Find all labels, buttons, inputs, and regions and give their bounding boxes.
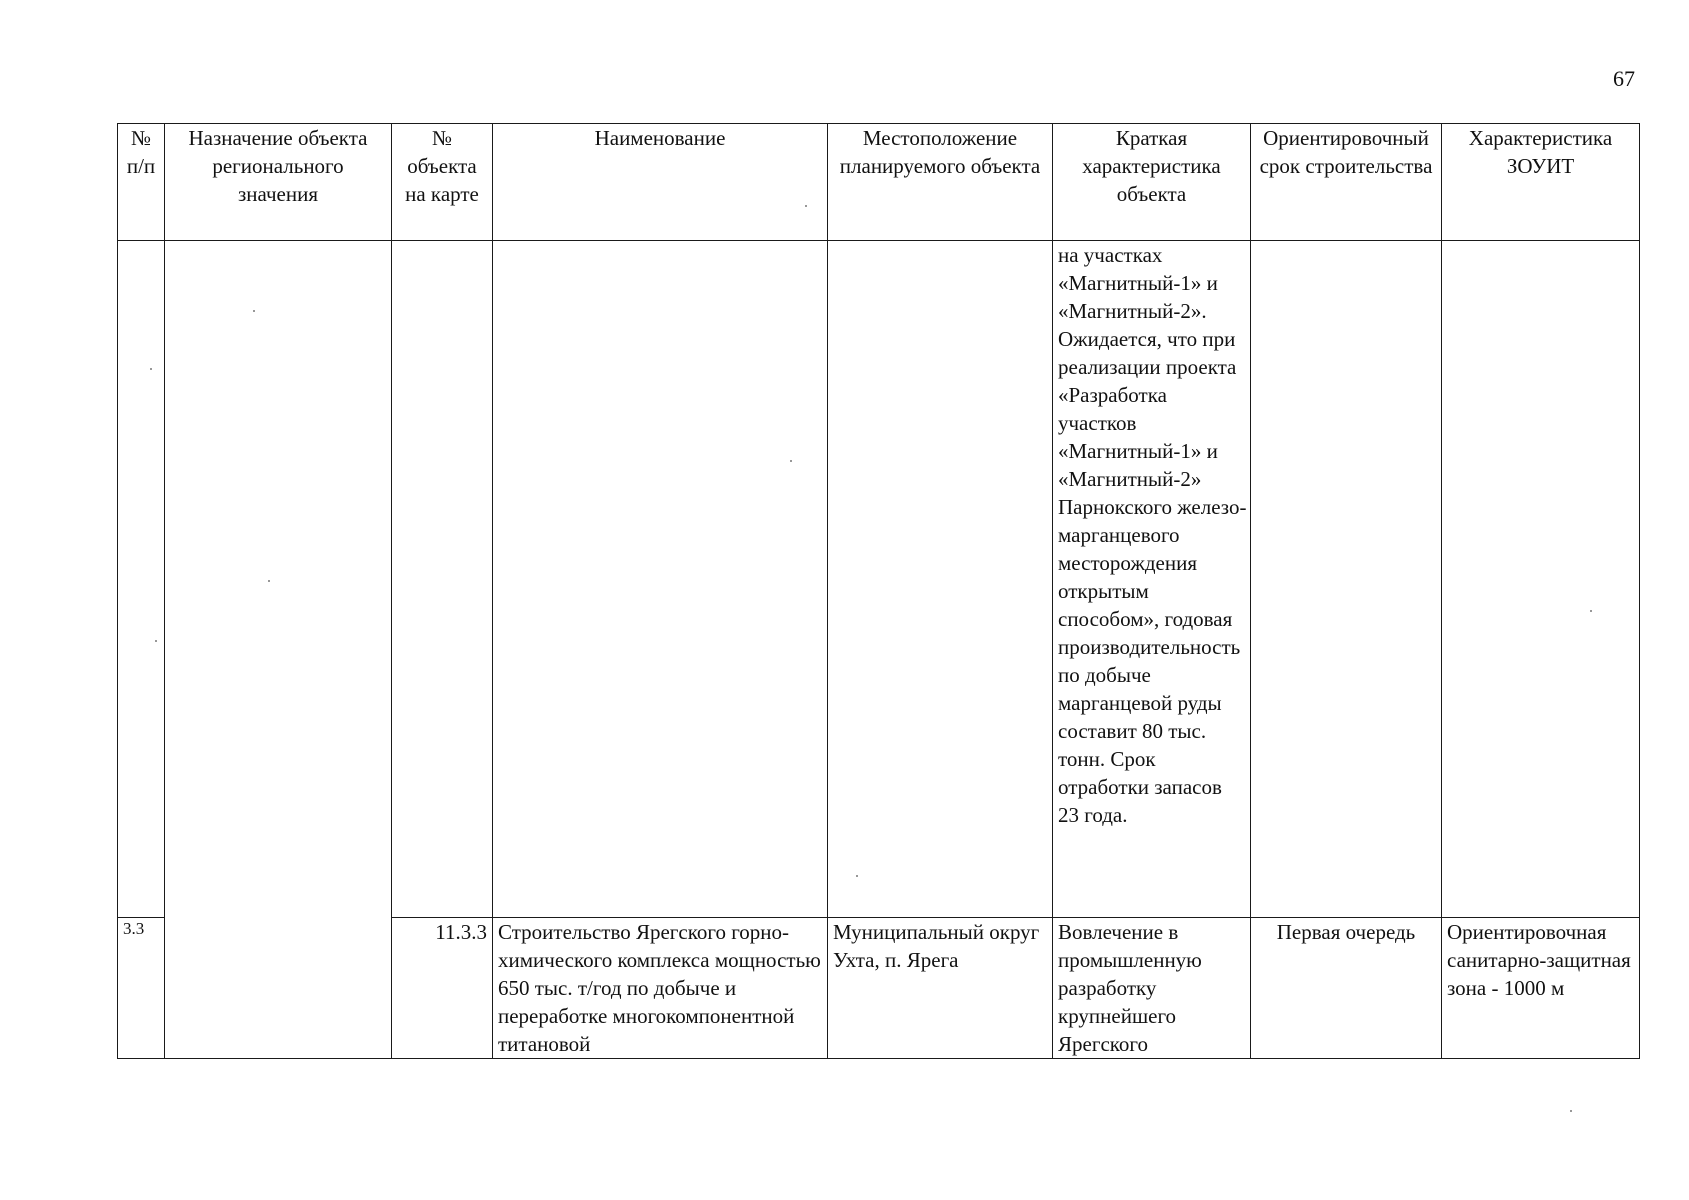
cell-term <box>1251 241 1442 918</box>
scan-speck <box>253 310 255 312</box>
cell-purpose <box>165 241 392 1059</box>
cell-num: 3.3 <box>118 918 165 1059</box>
header-map-no: № объекта на карте <box>392 124 493 241</box>
cell-zouit: Ориентировочная санитарно-защитная зона - 1000 м <box>1442 918 1640 1059</box>
scan-speck <box>268 580 270 582</box>
table-header-row <box>118 124 1640 241</box>
header-location: Местоположение планируемого объекта <box>828 124 1053 241</box>
cell-description: на участках «Магнитный-1» и «Магнитный-2». Ожидается, что при реализации проекта «Разработка участков «Магнитный-1» и «Магнитный-2» Парнокского железо-марганцевого месторождения открытым способом», годовая производительность по добыче марганцевой руды составит 80 тыс. тонн. Срок отработки запасов 23 года. <box>1053 241 1251 918</box>
objects-table <box>117 123 1640 1059</box>
page-number: 67 <box>1613 66 1635 91</box>
scan-speck <box>790 460 792 462</box>
cell-name <box>493 241 828 918</box>
scan-speck <box>1570 1110 1572 1112</box>
cell-map-no <box>392 241 493 918</box>
cell-description: Вовлечение в промышленную разработку крупнейшего Ярегского <box>1053 918 1251 1059</box>
scan-speck <box>155 640 157 642</box>
cell-zouit <box>1442 241 1640 918</box>
header-name: Наименование <box>493 124 828 241</box>
header-purpose: Назначение объекта регионального значения <box>165 124 392 241</box>
cell-num <box>118 241 165 918</box>
scan-speck <box>1590 610 1592 612</box>
cell-name: Строительство Ярегского горно-химического комплекса мощностью 650 тыс. т/год по добыче и переработке многокомпонентной титановой <box>493 918 828 1059</box>
cell-location: Муниципальный округ Ухта, п. Ярега <box>828 918 1053 1059</box>
scan-speck <box>856 875 858 877</box>
cell-map-no: 11.3.3 <box>392 918 493 1059</box>
header-description: Краткая характеристика объекта <box>1053 124 1251 241</box>
header-term: Ориентировочный срок строительства <box>1251 124 1442 241</box>
header-num: № п/п <box>118 124 165 241</box>
header-zouit: Характеристика ЗОУИТ <box>1442 124 1640 241</box>
table-row <box>118 241 1640 918</box>
scan-speck <box>805 205 807 207</box>
cell-term: Первая очередь <box>1251 918 1442 1059</box>
cell-location <box>828 241 1053 918</box>
scan-speck <box>150 368 152 370</box>
